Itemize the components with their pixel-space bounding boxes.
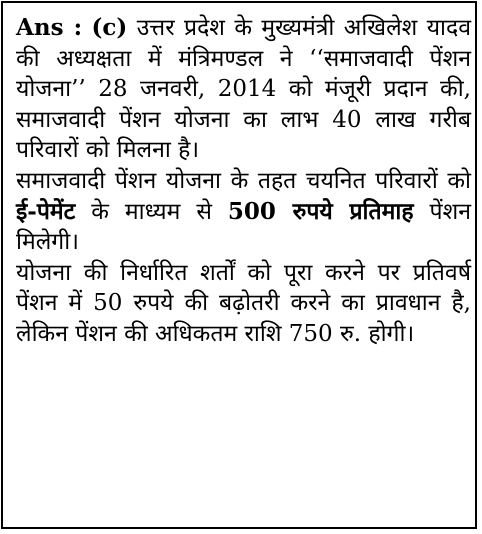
- monthly-pension-amount: 500 रुपये प्रतिमाह: [227, 197, 414, 225]
- answer-paragraph-2: [16, 166, 471, 258]
- answer-option: (c): [91, 14, 128, 41]
- answer-paragraph-1: [16, 13, 471, 166]
- answer-box: [1, 1, 477, 529]
- answer-label: Ans :: [16, 14, 83, 41]
- paragraph-2-text-a: समाजवादी पेंशन योजना के तहत चयनित परिवारों को: [16, 167, 471, 194]
- answer-content: [16, 13, 471, 350]
- paragraph-2-text-c: पेंशन मिलेगी।: [16, 198, 472, 256]
- answer-paragraph-1-text: उत्तर प्रदेश के मुख्यमंत्री अखिलेश यादव की अध्यक्षता में मंत्रिमण्डल ने ‘‘समाजवादी पेंशन योजना’’ 28 जनवरी, 2014 को मंजूरी प्रदान की, समाजवादी पेंशन योजना का लाभ 40 लाख गरीब परिवारों को मिलना है।: [16, 15, 472, 164]
- paragraph-2-text-b: के माध्यम से: [91, 198, 212, 225]
- answer-paragraph-3: योजना की निर्धारित शर्तों को पूरा करने पर प्रतिवर्ष पेंशन में 50 रुपये की बढ़ोतरी करने का प्रावधान है, लेकिन पेंशन की अधिकतम राशि 750 रु. होगी।: [16, 259, 471, 347]
- e-payment-term: ई-पेमेंट: [16, 197, 76, 225]
